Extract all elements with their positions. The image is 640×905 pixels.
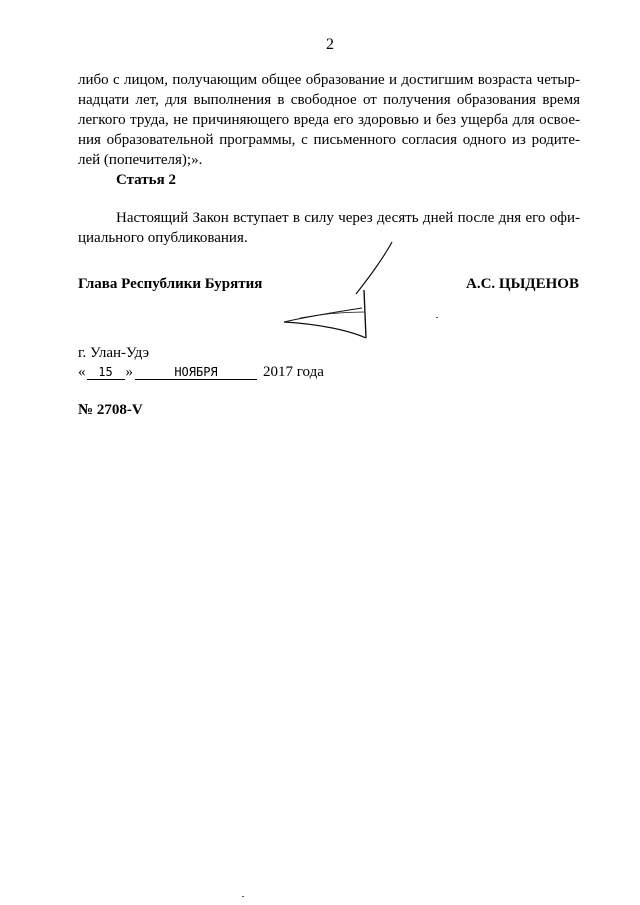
text-line: надцати лет, для выполнения в свободное от получения образования время <box>78 92 580 108</box>
handwritten-signature <box>270 238 410 348</box>
text-line: ния образовательной программы, с письменного согласия одного из родите- <box>78 132 580 148</box>
date-month: НОЯБРЯ <box>135 365 257 380</box>
date-close-quote: » <box>125 364 133 380</box>
article-heading: Статья 2 <box>116 172 176 188</box>
date-day: 15 <box>87 365 125 380</box>
date-line <box>78 364 324 381</box>
page-number: 2 <box>326 36 334 53</box>
signer-name: А.С. ЦЫДЕНОВ <box>466 276 579 292</box>
scan-speck <box>242 896 244 897</box>
paragraph-continuation <box>78 70 580 170</box>
text-line: лей (попечителя);». <box>78 152 203 168</box>
city: г. Улан-Удэ <box>78 345 150 361</box>
date-year: 2017 года <box>263 364 324 380</box>
signer-title: Глава Республики Бурятия <box>78 276 263 292</box>
text-line: Настоящий Закон вступает в силу через десять дней после дня его офи- <box>116 210 580 226</box>
date-open-quote: « <box>78 364 86 380</box>
scan-speck <box>436 317 438 318</box>
text-line: либо с лицом, получающим общее образование и достигшим возраста четыр- <box>78 72 580 88</box>
law-number: № 2708-V <box>78 402 143 418</box>
text-line: легкого труда, не причиняющего вреда его здоровью и без ущерба для освое- <box>78 112 580 128</box>
text-line: циального опубликования. <box>78 230 248 246</box>
